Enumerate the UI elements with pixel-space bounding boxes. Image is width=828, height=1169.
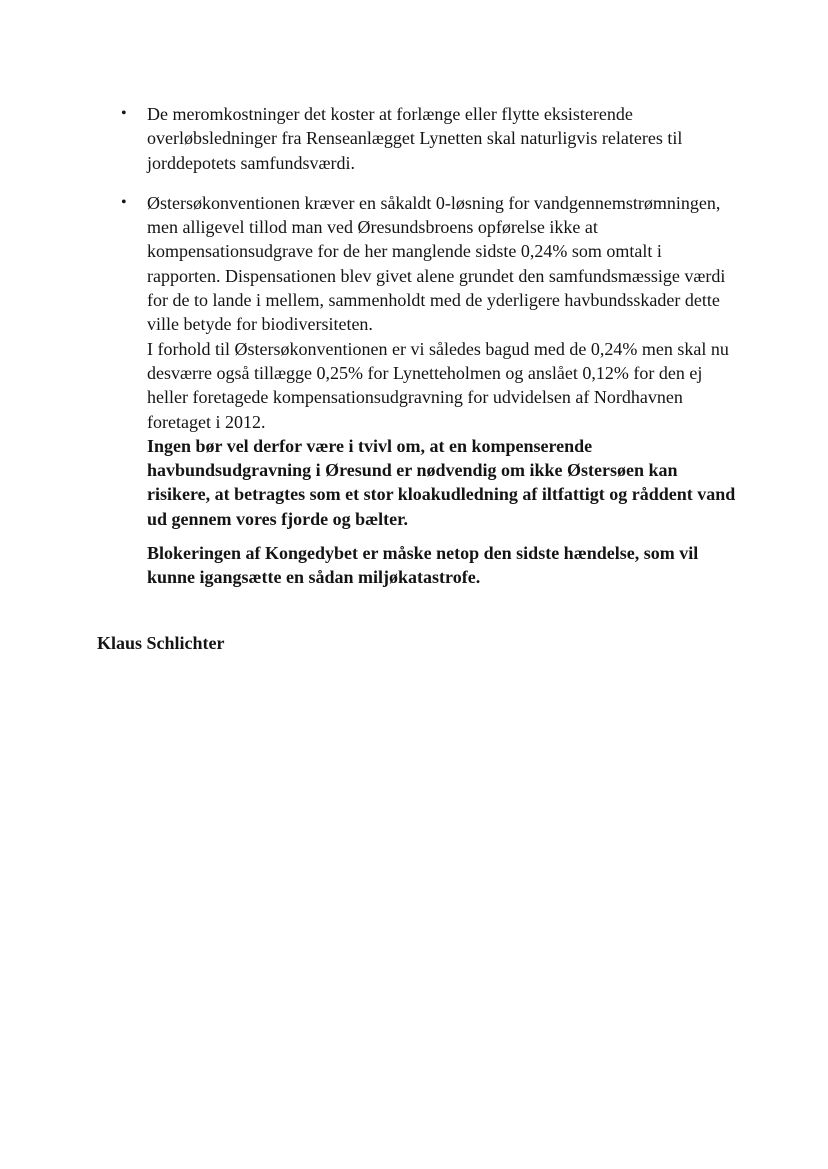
paragraph-kongedybet: Blokeringen af Kongedybet er måske netop den sidste hændelse, som vil kunne igangsætte en sådan miljøkatastrofe. [147, 543, 699, 588]
signature: Klaus Schlichter [97, 633, 225, 653]
paragraph-backlog: I forhold til Østersøkonventionen er vi således bagud med de 0,24% men skal nu desværre også tillægge 0,25% for Lynetteholmen og anslået 0,12% for den ej heller foretagede kompensationsudgravning for udvidelsen af Nordhavnen foretaget i 2012. [147, 338, 729, 432]
paragraph-costs: De meromkostninger det koster at forlænge eller flytte eksisterende overløbsledninger fra Renseanlægget Lynetten skal naturligvis relateres til jorddepotets samfundsværdi. [147, 104, 683, 173]
paragraph-conclusion: Ingen bør vel derfor være i tvivl om, at en kompenserende havbundsudgravning i Øresund er nødvendig om ikke Østersøen kan risikere, at betragtes som et stor kloakudledning af iltfattigt og råddent vand ud gennem vores fjorde og bælter. [147, 435, 736, 529]
bullet-marker: • [121, 193, 127, 211]
paragraph-convention: Østersøkonventionen kræver en såkaldt 0-løsning for vandgennemstrømningen, men alligevel tillod man ved Øresundsbroens opførelse ikke at kompensationsudgrave for de her manglende sidste 0,24% som omtalt i rapporten. Dispensationen blev givet alene grundet den samfundsmæssige værdi for de to lande i mellem, sammenholdt med de yderligere havbundsskader dette ville betyde for biodiversiteten. [147, 192, 726, 335]
bullet-marker: • [121, 105, 127, 122]
bullet-list [119, 102, 739, 606]
bullet-item-costs [119, 102, 739, 175]
bullet-item-convention [119, 191, 739, 590]
